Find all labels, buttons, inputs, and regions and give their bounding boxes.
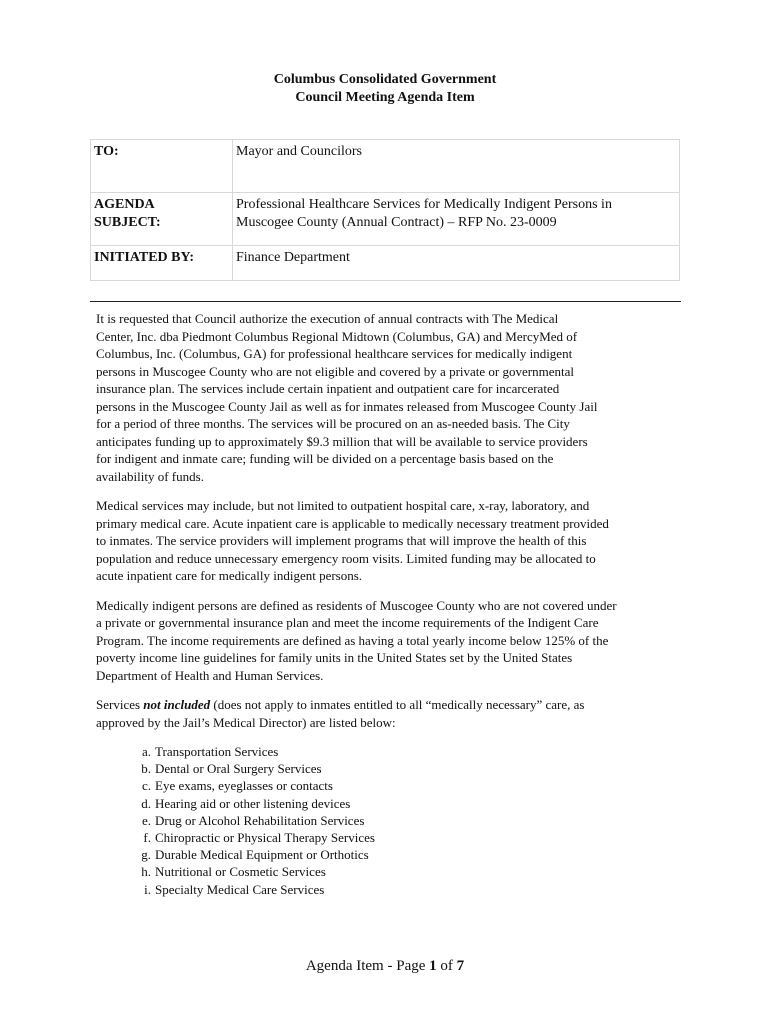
agenda-info-table [90, 139, 680, 281]
text-line: Columbus, Inc. (Columbus, GA) for professional healthcare services for medically indigent [96, 346, 573, 361]
list-item [126, 812, 682, 829]
text-line: Medically indigent persons are defined as residents of Muscogee County who are not covered under [96, 597, 617, 613]
list-item-text: Hearing aid or other listening devices [155, 795, 351, 811]
text-line: for a period of three months. The services will be procured on an as-needed basis. The City [96, 416, 570, 431]
text-line: acute inpatient care for medically indigent persons. [96, 568, 363, 583]
text-line: to inmates. The service providers will implement programs that will improve the health of this [96, 533, 587, 548]
list-item-text: Chiropractic or Physical Therapy Services [155, 830, 375, 846]
list-item [126, 777, 682, 794]
text-line: Center, Inc. dba Piedmont Columbus Regional Midtown (Columbus, GA) and MercyMed of [96, 328, 578, 344]
list-marker: c. [141, 778, 151, 794]
not-included-emphasis: not included [143, 697, 211, 712]
list-marker: d. [141, 795, 151, 811]
list-marker: h. [141, 864, 151, 880]
initiated-label: INITIATED BY: [91, 246, 233, 281]
paragraph-request [96, 310, 682, 485]
text-line: persons in the Muscogee County Jail as well as for inmates released from Muscogee County Jail [96, 398, 598, 414]
text-line: availability of funds. [96, 468, 204, 484]
subject-value [233, 193, 680, 246]
list-item-text: Nutritional or Cosmetic Services [155, 864, 326, 880]
text-line: primary medical care. Acute inpatient care is applicable to medically necessary treatment provided [96, 515, 609, 531]
section-divider [90, 301, 681, 302]
subject-label-line-1: AGENDA [94, 197, 155, 212]
text-line: insurance plan. The services include certain inpatient and outpatient care for incarcerated [96, 381, 560, 396]
list-item [126, 863, 682, 880]
text-line: Program. The income requirements are defined as having a total yearly income below 125% of the [96, 632, 609, 648]
text-line: persons in Muscogee County who are not eligible and covered by a private or governmental [96, 363, 574, 379]
paragraph-medical-services [96, 497, 682, 585]
footer-page-total: 7 [456, 958, 465, 974]
list-item-text: Specialty Medical Care Services [155, 881, 325, 897]
text-line [96, 696, 682, 714]
text-line: a private or governmental insurance plan and meet the income requirements of the Indigent Care [96, 615, 599, 630]
document-body [96, 310, 682, 898]
title-line-1: Columbus Consolidated Government [273, 72, 497, 87]
list-item [126, 795, 682, 812]
paragraph-not-included [96, 696, 682, 731]
list-item-text: Dental or Oral Surgery Services [155, 761, 322, 777]
footer-of: of [436, 958, 457, 974]
not-included-rest: (does not apply to inmates entitled to all “medically necessary” care, as [210, 697, 585, 712]
list-item-text: Eye exams, eyeglasses or contacts [155, 778, 333, 794]
text-line: poverty income line guidelines for family units in the United States set by the United States [96, 650, 573, 665]
list-item-text: Drug or Alcohol Rehabilitation Services [155, 812, 365, 828]
initiated-value: Finance Department [233, 246, 680, 281]
initiated-row [91, 246, 680, 281]
text-line: population and reduce unnecessary emergency room visits. Limited funding may be allocated to [96, 550, 596, 566]
list-marker: e. [141, 812, 151, 828]
list-marker: g. [141, 847, 151, 863]
excluded-services-list [96, 743, 682, 898]
list-item [126, 829, 682, 846]
list-item [126, 760, 682, 777]
to-value: Mayor and Councilors [233, 140, 680, 193]
subject-label [91, 193, 233, 246]
paragraph-indigent-definition [96, 597, 682, 685]
document-title [0, 71, 770, 107]
text-line: It is requested that Council authorize the execution of annual contracts with The Medical [96, 311, 559, 326]
footer-page-number: 1 [429, 958, 437, 974]
list-item [126, 881, 682, 898]
list-item [126, 846, 682, 863]
footer-prefix: Agenda Item - Page [305, 958, 430, 974]
list-marker: f. [143, 830, 151, 846]
subject-row [91, 193, 680, 246]
text-line: anticipates funding up to approximately $9.3 million that will be available to service providers [96, 433, 588, 449]
text-line: approved by the Jail’s Medical Director) are listed below: [96, 714, 396, 730]
list-item [126, 743, 682, 760]
list-marker: b. [141, 761, 151, 777]
subject-value-line-2: Muscogee County (Annual Contract) – RFP No. 23-0009 [236, 215, 557, 230]
subject-label-line-2: SUBJECT: [94, 215, 161, 230]
subject-value-line-1: Professional Healthcare Services for Medically Indigent Persons in [236, 197, 612, 212]
page-footer [0, 958, 770, 975]
list-marker: a. [141, 744, 151, 759]
title-line-2: Council Meeting Agenda Item [295, 90, 475, 105]
list-item-text: Durable Medical Equipment or Orthotics [155, 847, 369, 863]
text-line: Department of Health and Human Services. [96, 667, 324, 683]
text-line: Medical services may include, but not limited to outpatient hospital care, x-ray, laboratory, and [96, 498, 590, 513]
to-label: TO: [91, 140, 233, 193]
not-included-prefix: Services [96, 697, 144, 712]
text-line: for indigent and inmate care; funding will be divided on a percentage basis based on the [96, 451, 554, 466]
to-row [91, 140, 680, 193]
list-item-text: Transportation Services [155, 744, 279, 759]
list-marker: i. [144, 881, 151, 897]
